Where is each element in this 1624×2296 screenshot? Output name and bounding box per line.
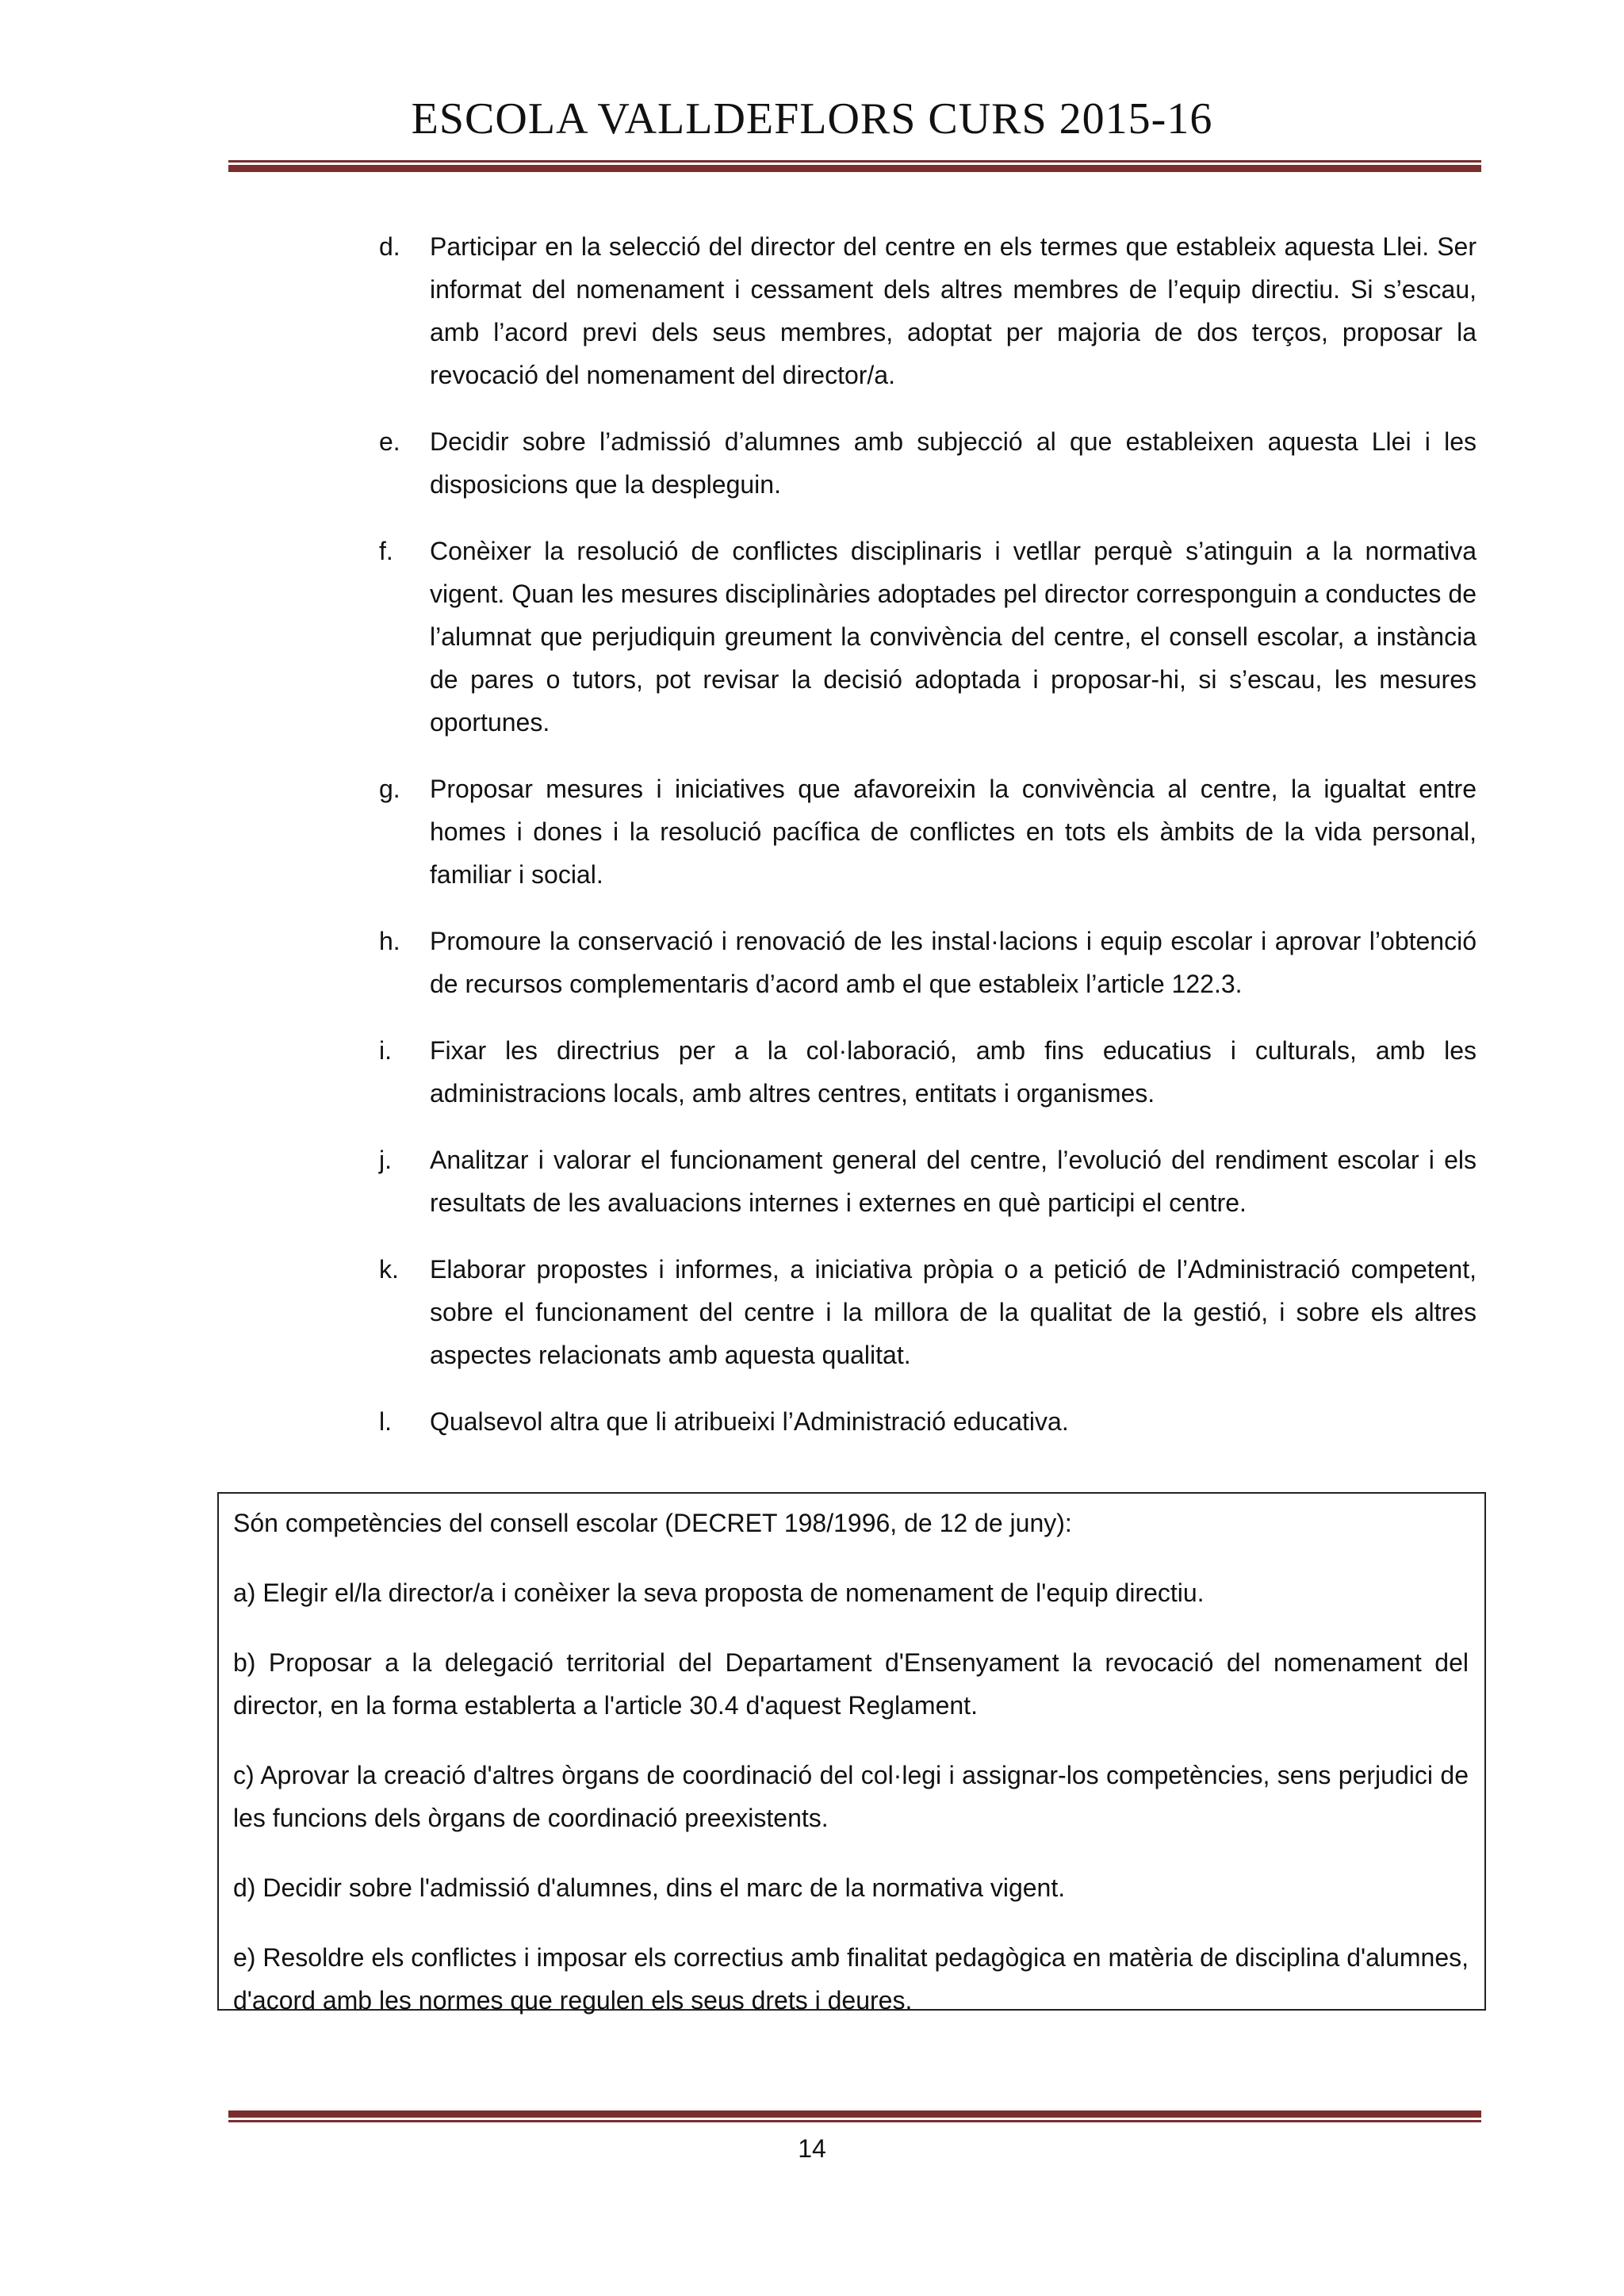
list-item-text: Elaborar propostes i informes, a iniciativa pròpia o a petició de l’Administració competent, sobre el funcionament del centre i la millora de la qualitat de la gestió, i sobre els altres aspectes relacionats amb aquesta qualitat. [430,1255,1477,1369]
decree-paragraph: c) Aprovar la creació d'altres òrgans de coordinació del col·legi i assignar-los competències, sens perjudici de les funcions dels òrgans de coordinació preexistents. [233,1761,1469,1832]
decree-paragraph: b) Proposar a la delegació territorial del Departament d'Ensenyament la revocació del nomenament del director, en la forma establerta a l'article 30.4 d'aquest Reglament. [233,1648,1469,1720]
list-item [379,1248,1477,1376]
list-item [379,1138,1477,1224]
list-item [379,1029,1477,1115]
list-item-text: Participar en la selecció del director del centre en els termes que estableix aquesta Llei. Ser informat del nomenament i cessament dels altres membres de l’equip directiu. Si s’escau, amb l’acord previ dels seus membres, adoptat per majoria de dos terços, proposar la revocació del nomenament del director/a. [430,232,1477,389]
footer-rule [228,2110,1481,2122]
page-header-title: ESCOLA VALLDEFLORS CURS 2015-16 [411,94,1213,144]
list-item-letter: k. [379,1255,399,1284]
list-item [379,530,1477,744]
list-item-text: Decidir sobre l’admissió d’alumnes amb subjecció al que estableixen aquesta Llei i les disposicions que la despleguin. [430,427,1477,499]
list-item-letter: f. [379,537,393,565]
list-item [379,420,1477,506]
list-item [379,1400,1477,1443]
list-item-letter: g. [379,775,400,803]
decree-paragraph: d) Decidir sobre l'admissió d'alumnes, dins el marc de la normativa vigent. [233,1873,1066,1902]
header-rule [228,160,1481,172]
decree-paragraph: a) Elegir el/la director/a i conèixer la seva proposta de nomenament de l'equip directiu. [233,1578,1205,1607]
list-item-text: Conèixer la resolució de conflictes disciplinaris i vetllar perquè s’atinguin a la normativa vigent. Quan les mesures disciplinàries adoptades pel director corresponguin a conductes de l’alumnat que perjudiquin greument la convivència del centre, el consell escolar, a instància de pares o tutors, pot revisar la decisió adoptada i proposar-hi, si s’escau, les mesures oportunes. [430,537,1477,737]
list-item-letter: i. [379,1036,392,1065]
list-item-text: Fixar les directrius per a la col·laboració, amb fins educatius i culturals, amb les administracions locals, amb altres centres, entitats i organismes. [430,1036,1477,1108]
competencies-list [379,225,1477,1467]
list-item-letter: h. [379,927,400,955]
decree-box [217,1492,1486,2015]
list-item-letter: d. [379,232,400,261]
list-item [379,767,1477,896]
page-number: 14 [798,2134,826,2163]
list-item-letter: e. [379,427,400,456]
list-item-text: Analitzar i valorar el funcionament general del centre, l’evolució del rendiment escolar i els resultats de les avaluacions internes i externes en què participi el centre. [430,1146,1477,1217]
list-item [379,225,1477,396]
list-item-letter: l. [379,1407,392,1436]
list-item-text: Promoure la conservació i renovació de les instal·lacions i equip escolar i aprovar l’obtenció de recursos complementaris d’acord amb el que estableix l’article 122.3. [430,927,1477,998]
list-item-text: Proposar mesures i iniciatives que afavoreixin la convivència al centre, la igualtat entre homes i dones i la resolució pacífica de conflictes en tots els àmbits de la vida personal, familiar i social. [430,775,1477,889]
list-item-letter: j. [379,1146,392,1174]
list-item [379,920,1477,1005]
decree-paragraph: e) Resoldre els conflictes i imposar els correctius amb finalitat pedagògica en matèria de disciplina d'alumnes, d'acord amb les normes que regulen els seus drets i deures. [233,1943,1469,2015]
list-item-text: Qualsevol altra que li atribueixi l’Administració educativa. [430,1407,1069,1436]
decree-box-intro: Són competències del consell escolar (DECRET 198/1996, de 12 de juny): [233,1509,1072,1537]
